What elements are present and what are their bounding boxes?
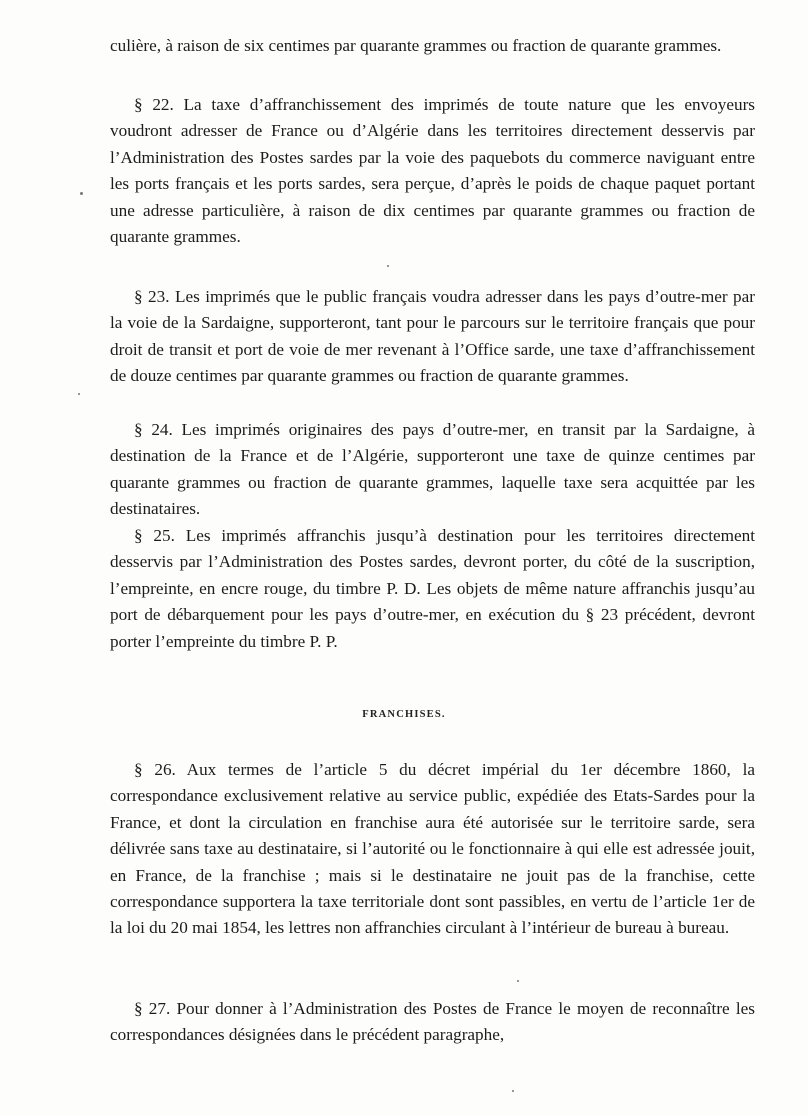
continuation-paragraph: [110, 33, 755, 59]
scan-speck: [517, 980, 519, 982]
paragraph-22: [110, 92, 755, 250]
paragraph-25: [110, 523, 755, 655]
scan-speck: [387, 265, 389, 267]
paragraph-23-text: § 23. Les imprimés que le public français voudra adresser dans les pays d’outre-mer par la voie de la Sardaigne, supporteront, tant pour le parcours sur le territoire français que pour droit de transit et port de voie de mer revenant à l’Office sarde, une taxe d’affranchissement de douze centimes par quarante grammes ou fraction de quarante grammes.: [110, 287, 755, 386]
paragraph-22-text: § 22. La taxe d’affranchissement des imprimés de toute nature que les envoyeurs voudront adresser de France ou d’Algérie dans les territoires directement desservis par l’Administration des Postes sardes par la voie des paquebots du commerce naviguant entre les ports français et les ports sardes, sera perçue, d’après le poids de chaque paquet portant une adresse particulière, à raison de dix centimes par quarante grammes ou fraction de quarante grammes.: [110, 95, 755, 247]
paragraph-25-text: § 25. Les imprimés affranchis jusqu’à destination pour les territoires directement desservis par l’Administration des Postes sardes, devront porter, du côté de la suscription, l’empreinte, en encre rouge, du timbre P. D. Les objets de même nature affranchis jusqu’au port de débarquement pour les pays d’outre-mer, en exécution du § 23 précédent, devront porter l’empreinte du timbre P. P.: [110, 526, 755, 651]
paragraph-27: [110, 996, 755, 1049]
paragraph-continuation-text: culière, à raison de six centimes par quarante grammes ou fraction de quarante grammes.: [110, 36, 722, 55]
scan-speck: [80, 192, 83, 195]
paragraph-26-text: § 26. Aux termes de l’article 5 du décret impérial du 1er décembre 1860, la correspondance exclusivement relative au service public, expédiée des Etats-Sardes pour la France, et dont la circulation en franchise aura été autorisée sur le territoire sarde, sera délivrée sans taxe au destinataire, si l’autorité ou le fonctionnaire à qui elle est adressée jouit, en France, de la franchise ; mais si le destinataire ne jouit pas de la franchise, cette correspondance supportera la taxe territoriale dont sont passibles, en vertu de l’article 1er de la loi du 20 mai 1854, les lettres non affranchies circulant à l’intérieur de bureau à bureau.: [110, 760, 755, 938]
paragraph-27-text: § 27. Pour donner à l’Administration des Postes de France le moyen de reconnaître les correspondances désignées dans le précédent paragraphe,: [110, 999, 755, 1045]
paragraph-24: [110, 417, 755, 523]
paragraph-26: [110, 757, 755, 942]
section-heading-franchises: FRANCHISES.: [362, 709, 446, 720]
scan-speck: [512, 1090, 514, 1092]
scan-speck: [78, 393, 80, 395]
paragraph-24-text: § 24. Les imprimés originaires des pays d’outre-mer, en transit par la Sardaigne, à destination de la France et de l’Algérie, supporteront une taxe de quinze centimes par quarante grammes ou fraction de quarante grammes, laquelle taxe sera acquittée par les destinataires.: [110, 420, 755, 519]
paragraph-23: [110, 284, 755, 390]
